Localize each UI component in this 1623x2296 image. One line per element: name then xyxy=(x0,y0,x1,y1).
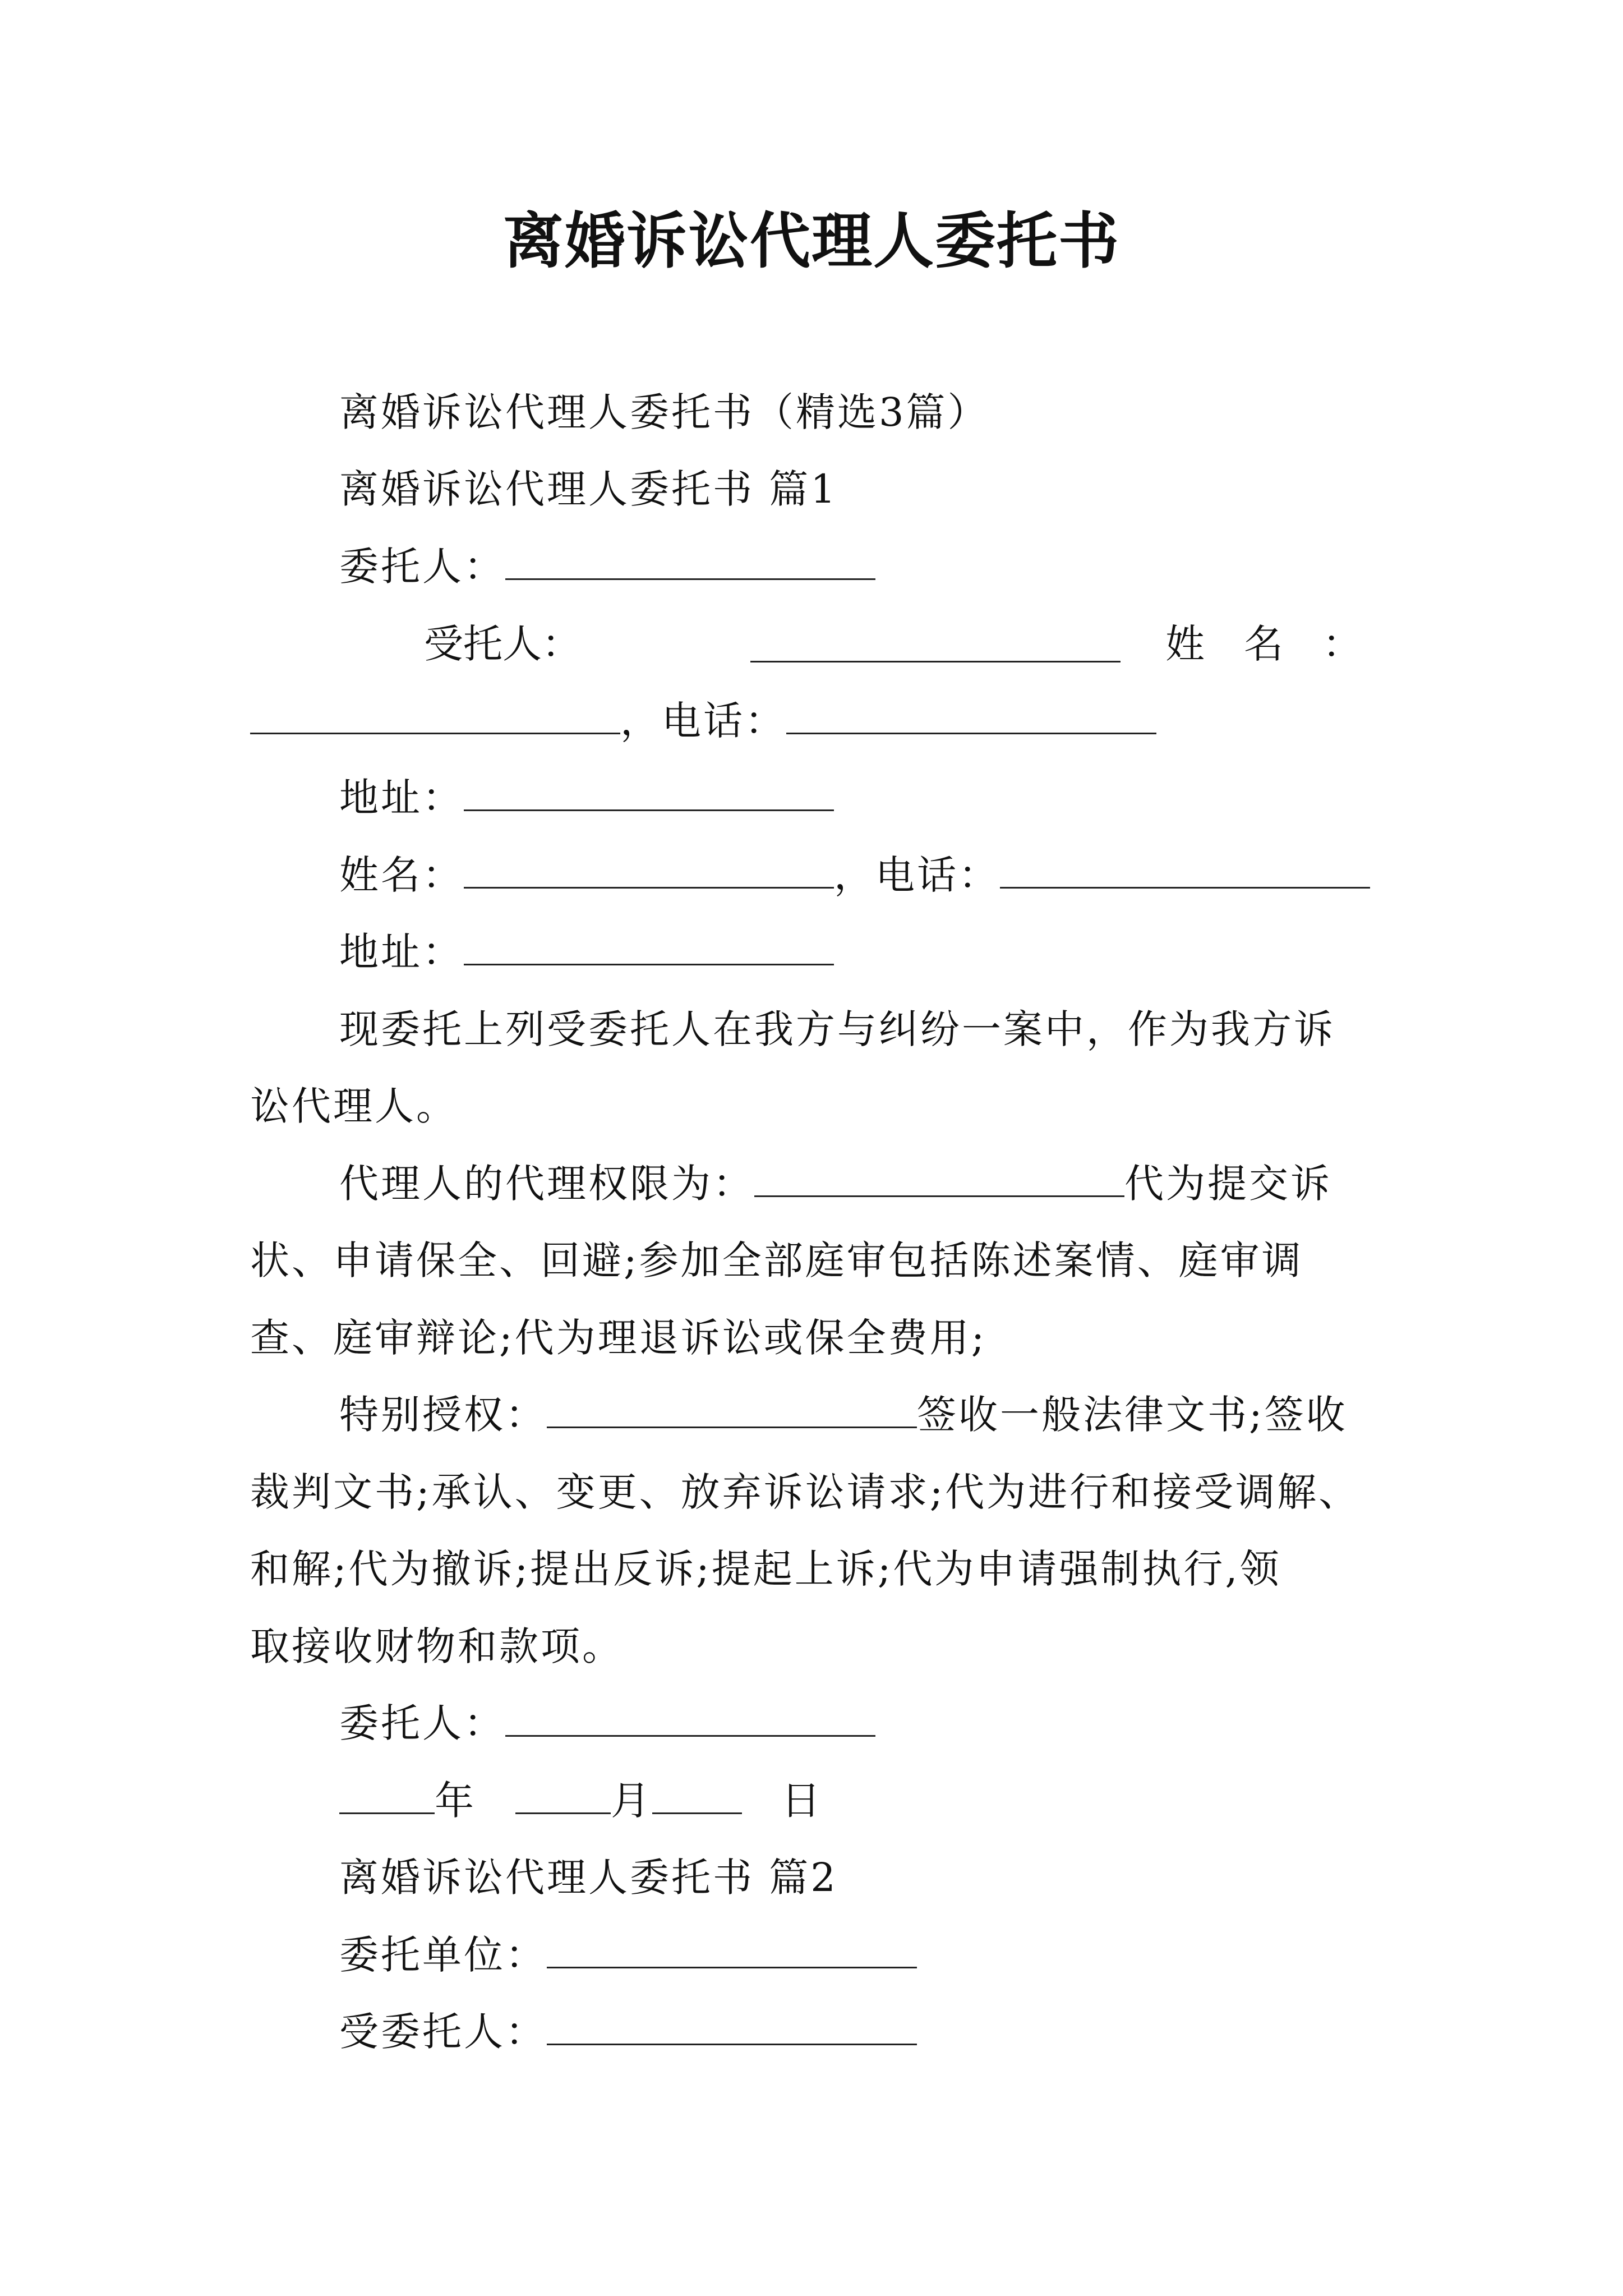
date-line xyxy=(339,1773,823,1829)
name-label: 姓名： xyxy=(339,852,464,898)
authority-label: 代理人的代理权限为： xyxy=(339,1161,754,1207)
client-unit-line xyxy=(339,1927,917,1983)
signature-line xyxy=(339,1695,875,1751)
phone-label-2: ，电话： xyxy=(834,852,1000,898)
second-agent-name-blank[interactable] xyxy=(464,853,834,889)
trustee-blank[interactable] xyxy=(547,2010,917,2045)
para1-line2: 讼代理人。 xyxy=(250,1083,458,1129)
document-subtitle: 离婚诉讼代理人委托书（精选3篇） xyxy=(339,389,989,435)
agent-address-blank[interactable] xyxy=(464,776,834,811)
agent-name-blank[interactable] xyxy=(250,699,620,734)
section-heading-2: 离婚诉讼代理人委托书 篇2 xyxy=(339,1855,838,1901)
para2-line1 xyxy=(339,1156,1332,1212)
para3-line3: 和解;代为撤诉;提出反诉;提起上诉;代为申请强制执行,领 xyxy=(250,1546,1281,1592)
para3-line1 xyxy=(339,1387,1348,1443)
day-blank[interactable] xyxy=(652,1779,742,1814)
special-authority-blank[interactable] xyxy=(547,1393,917,1428)
month-label: 月 xyxy=(611,1778,652,1824)
day-label: 日 xyxy=(781,1778,823,1824)
trustee-line xyxy=(339,2004,917,2060)
para1-line1: 现委托上列受委托人在我方与纠纷一案中，作为我方诉 xyxy=(339,1006,1335,1052)
second-agent-line xyxy=(339,847,1370,903)
client-line xyxy=(339,539,875,595)
agent-phone-blank[interactable] xyxy=(786,699,1156,734)
document-title: 离婚诉讼代理人委托书 xyxy=(502,206,1120,277)
authority-blank[interactable] xyxy=(754,1162,1124,1197)
agent-blank[interactable] xyxy=(750,627,1121,662)
signature-label: 委托人： xyxy=(339,1700,505,1746)
para3-line2: 裁判文书;承认、变更、放弃诉讼请求;代为进行和接受调解、 xyxy=(250,1469,1361,1515)
year-blank[interactable] xyxy=(339,1779,435,1814)
para3-line4: 取接收财物和款项。 xyxy=(250,1623,624,1669)
para2-line3: 查、庭审辩论;代为理退诉讼或保全费用; xyxy=(250,1315,987,1361)
authority-suffix: 代为提交诉 xyxy=(1124,1161,1332,1207)
signature-blank[interactable] xyxy=(505,1701,875,1737)
special-authority-label: 特别授权： xyxy=(339,1392,547,1438)
section-heading-1: 离婚诉讼代理人委托书 篇1 xyxy=(339,466,838,512)
agent-address-line xyxy=(339,770,834,826)
agent-name-label: 姓 名 ： xyxy=(1165,621,1362,667)
address-label: 地址： xyxy=(339,775,464,821)
client-blank[interactable] xyxy=(505,545,875,580)
second-agent-phone-blank[interactable] xyxy=(1000,853,1370,889)
client-unit-label: 委托单位： xyxy=(339,1932,547,1978)
client-label: 委托人： xyxy=(339,544,505,590)
para2-line2: 状、申请保全、回避;参加全部庭审包括陈述案情、庭审调 xyxy=(250,1237,1303,1283)
client-unit-blank[interactable] xyxy=(547,1933,917,1968)
second-agent-address-blank[interactable] xyxy=(464,930,834,965)
address-label-2: 地址： xyxy=(339,929,464,975)
phone-label: ，电话： xyxy=(620,698,786,744)
special-authority-suffix: 签收一般法律文书;签收 xyxy=(917,1392,1348,1438)
agent-name-phone-line xyxy=(250,693,1156,749)
month-blank[interactable] xyxy=(515,1779,611,1814)
agent-label: 受托人： xyxy=(424,621,581,667)
trustee-label: 受委托人： xyxy=(339,2009,547,2055)
year-label: 年 xyxy=(435,1778,476,1824)
second-agent-address-line xyxy=(339,924,834,980)
